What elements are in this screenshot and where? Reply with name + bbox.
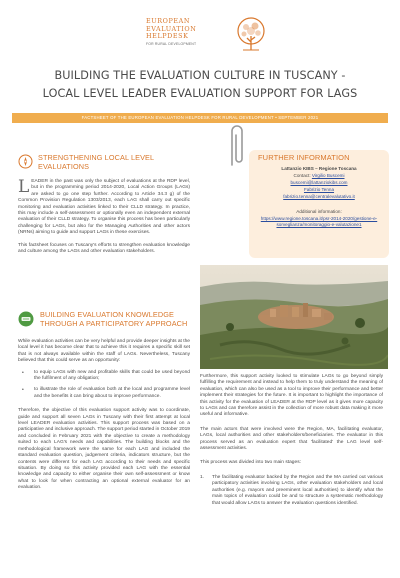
list-item — [200, 475, 383, 507]
page-title-line-2: LOCAL LEVEL LEADER EVALUATION SUPPORT FOR LAGS — [42, 87, 358, 100]
right-column-body — [200, 374, 383, 507]
info-contact-1-row — [249, 173, 389, 178]
section-2-paragraph-1: While evaluation activities can be very helpful and provide deeper insights at the local level it has become clear that to achieve this it requires a specific skill set that is not always available within the staff of LAGs. Nevertheless, Tuscany believed that this could serve as an opportunity: — [18, 339, 190, 364]
right-paragraph-1: Furthermore, this support activity looked to stimulate LAGs to go beyond simply fulfilling the requirement and instead to help them to truly understand the meaning of evaluation, which can also be used as a tool to improve their performance and better implement their strategies for the future. It is important to highlight the importance of this activity for the evaluation of LEADER at the RDP level as it gives more capacity to LAGs and can therefore assist in the collection of more robust data making it more useful and informative. — [200, 374, 383, 418]
contact-link-1[interactable]: Virgilio Buscemi — [311, 173, 345, 178]
list-item-text: The facilitating evaluator backed by the Region and the MA carried out various participatory activities involving LAGs, other evaluation stakeholders and local authorities (e.g. mayors and preeminent local authorities) to identify what the main topics of evaluation could be and to structure a systematic methodology that would allow LAGs to answer the evaluation questions identified. — [212, 474, 383, 506]
additional-info-label: Additional information: — [296, 209, 342, 214]
section-1-body — [18, 179, 190, 255]
knowledge-icon — [18, 311, 34, 327]
email-link-1[interactable]: buscemi@lattanziokibs.com — [290, 180, 348, 185]
factsheet-banner: FACTSHEET OF THE EUROPEAN EVALUATION HELPDESK FOR RURAL DEVELOPMENT • SEPTEMBER 2021 — [12, 113, 388, 123]
info-contact-label: Contact: — [293, 173, 311, 178]
logo-text — [146, 18, 236, 46]
section-2-title-line-1: BUILDING EVALUATION KNOWLEDGE — [40, 310, 174, 319]
list-item-number: 1. — [200, 474, 205, 480]
section-2-paragraph-2: Therefore, the objective of this evaluation support activity was to coordinate, guide and support all seven LAGs in Tuscany with their first attempt at local level LEADER evaluation activities. This support process was based on a participative and inclusive approach. The support period started in October 2019 and concluded in February 2021 with the objective to create a methodology suited to each LAG's needs and capabilities. The building blocks and the methodological framework were the same for each LAG and included the standard evaluation question, judgement criteria, indicators structure, but the contents were different for each LAG according to their needs and specific situation. By doing so this activity provided each LAG with the essential knowledge and capacity to either organise their own self-assessment or know what to look for when contracting an optional external evaluator for an evaluation. — [18, 408, 190, 491]
section-1-title-line-1: STRENGTHENING LOCAL LEVEL — [38, 153, 155, 162]
section-1-paragraph-1-text: EADER in the past was only the subject of evaluations at the RDP level, but in the programming period 2014-2020, Local Action Groups (LAGs) are asked to go one step further. According to Article 34.3 g) of the Common Provision Regulation 1303/2013, each LAG shall carry out specific monitoring and evaluation activities linked to their CLLD strategy. In practice, this may include a self-assessment or optionally even an independent external evaluation of their CLLD strategy. To organise this process has been particularly challenging for LAGs, but also for the Managing Authorities and other actors (NRNs) aiming to guide and support LAGs in these exercises. — [18, 179, 190, 236]
list-item: • to illustrate the role of evaluation both at the local and programme level and the benefits it can bring about to improve performance. — [18, 387, 190, 400]
logo-line-1: EUROPEAN — [146, 17, 191, 25]
further-information-title: FURTHER INFORMATION — [258, 153, 350, 162]
info-organisation: Lattanzio KIBS – Regione Toscana — [281, 166, 357, 171]
section-2-title — [40, 310, 187, 328]
logo-line-3: HELPDESK — [146, 32, 189, 41]
section-1-paragraph-2: This factsheet focuses on Tuscany's efforts to strengthen evaluation knowledge and culture among the LAGs and other evaluation stakeholders. — [18, 242, 190, 255]
section-2-body — [18, 339, 190, 492]
email-link-2[interactable]: fabrizio.tenna@centralevalutativo.it — [283, 194, 355, 199]
objective-list — [18, 370, 190, 401]
helpdesk-logo — [134, 8, 274, 58]
section-1-title — [38, 153, 154, 171]
tree-logo-icon — [233, 16, 269, 54]
logo-line-2: EVALUATION — [146, 24, 197, 33]
page-title-line-1: BUILDING THE EVALUATION CULTURE IN TUSCANY - — [54, 69, 346, 82]
section-1-title-line-2: EVALUATIONS — [38, 162, 90, 171]
additional-info-link-line-1[interactable]: https://www.regione.toscana.it/psr-2014-2020/gestione-e- — [260, 216, 378, 221]
right-paragraph-2: The main actors that were involved were the Region, MA, facilitating evaluator, LAGs, local authorities and other stakeholders/beneficiaries. The evaluator in this process served as an evaluation expert that 'facilitated' the LAG level self-assessment activities. — [200, 426, 383, 452]
additional-info-link-line-2[interactable]: sorveglianza/monitoraggio-e-valutazione1 — [276, 222, 362, 227]
drop-cap: L — [18, 177, 30, 197]
section-1-paragraph-1 — [18, 179, 190, 237]
section-2-title-line-2: THROUGH A PARTICIPATORY APPROACH — [40, 319, 188, 328]
list-item: • to equip LAGs with new and profitable skills that could be used beyond the fulfilment of any obligation; — [18, 370, 190, 383]
compass-icon — [18, 154, 33, 169]
right-paragraph-3: This process was divided into two main stages: — [200, 460, 301, 466]
tuscany-landscape-photo — [200, 265, 388, 369]
contact-link-2[interactable]: Fabrizio Tenna — [303, 187, 335, 192]
paperclip-icon — [222, 121, 252, 169]
stages-list — [200, 475, 383, 507]
logo-subtitle: FOR RURAL DEVELOPMENT — [146, 41, 197, 46]
